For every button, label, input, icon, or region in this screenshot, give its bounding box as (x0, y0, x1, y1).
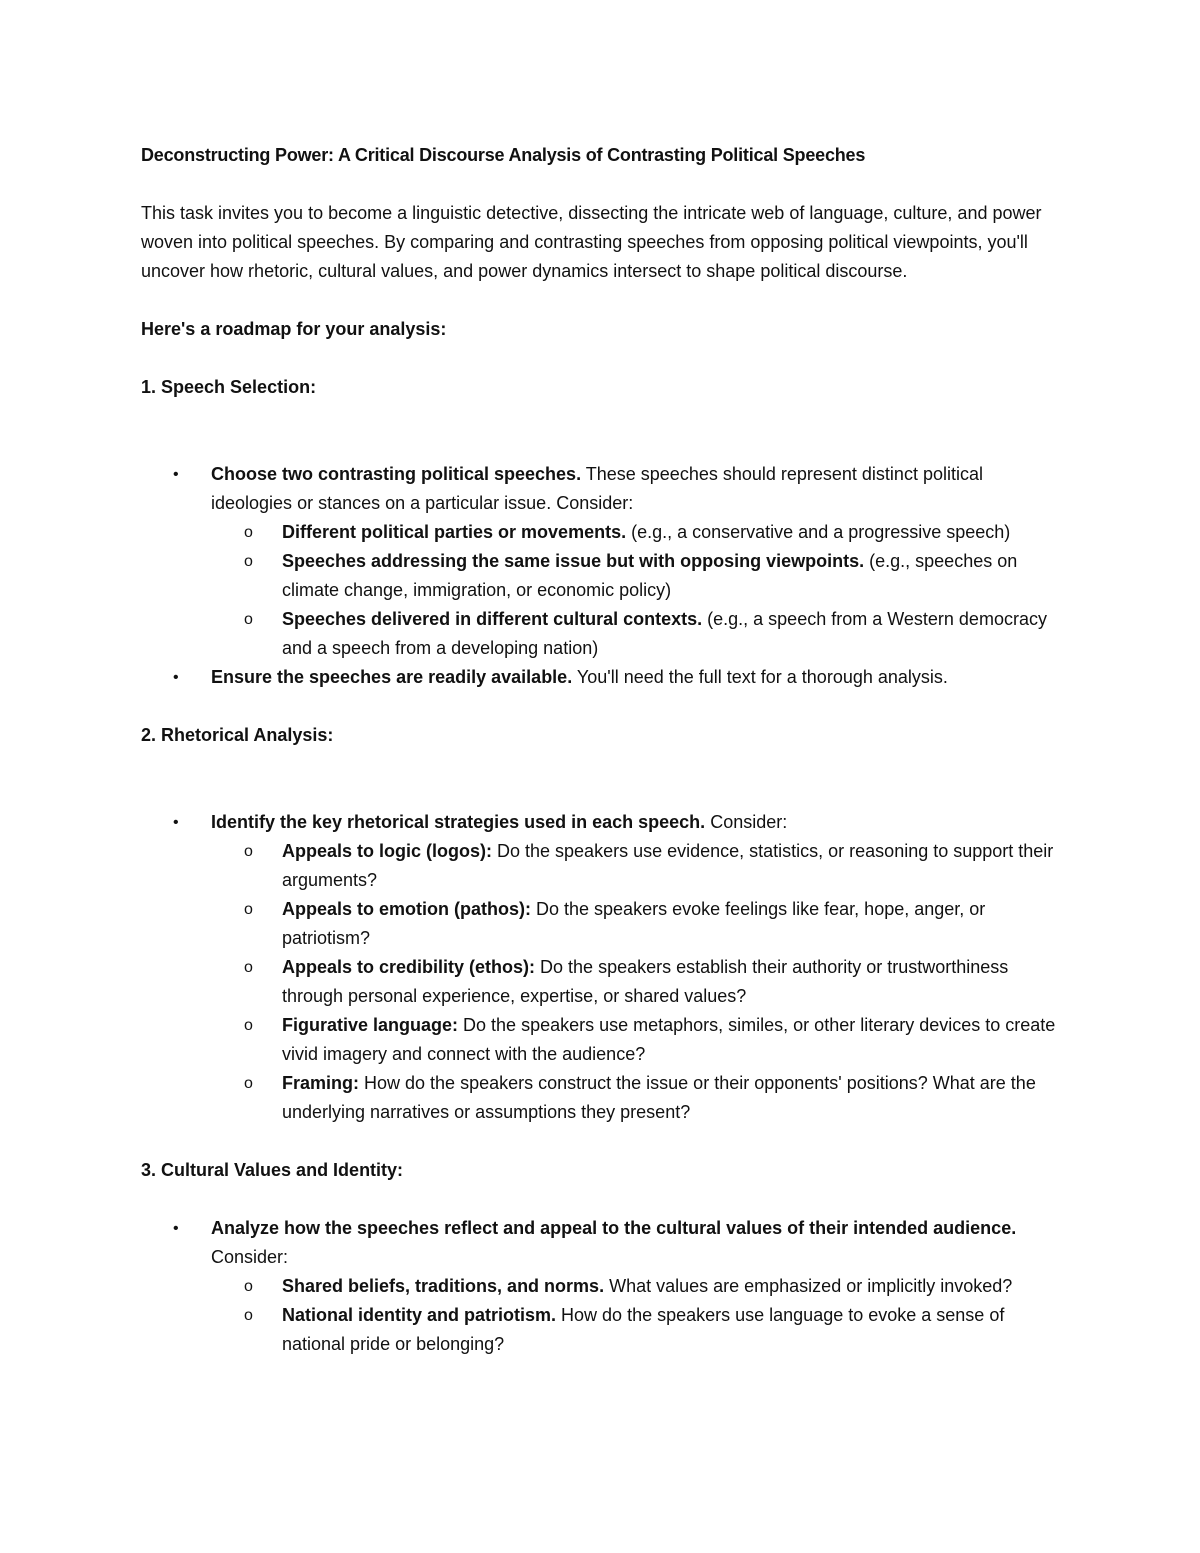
sub-bullet-icon: o (244, 959, 253, 976)
section-list (141, 1214, 1061, 1359)
bullet-icon: • (173, 669, 179, 686)
item-text: Consider: (705, 812, 788, 832)
bullet-icon: • (173, 466, 179, 483)
sub-bullet-icon: o (244, 1307, 253, 1324)
document-page (141, 141, 1061, 1359)
list-item (141, 808, 1061, 1127)
sub-bullet-icon: o (244, 901, 253, 918)
document-title: Deconstructing Power: A Critical Discourse Analysis of Contrasting Political Speeches (141, 145, 866, 165)
item-bold-text: Analyze how the speeches reflect and appeal to the cultural values of their intended audience. (211, 1218, 1017, 1238)
sub-item-text: Do the speakers use metaphors, similes, or other literary devices to create vivid imagery and connect with the audience? (282, 1015, 1056, 1064)
section-spacer (141, 1185, 1061, 1214)
sub-list (211, 837, 1061, 1127)
sub-list-item (210, 837, 1061, 895)
sub-list-item (210, 605, 1061, 663)
list-item (141, 460, 1061, 663)
sub-item-text: What values are emphasized or implicitly invoked? (604, 1276, 1013, 1296)
sub-item-text: How do the speakers use language to evoke a sense of national pride or belonging? (282, 1305, 1005, 1354)
sub-list (211, 1272, 1061, 1359)
sub-bullet-icon: o (244, 1075, 253, 1092)
item-bold-text: Ensure the speeches are readily available. (211, 667, 573, 687)
sub-list-item (210, 1011, 1061, 1069)
sub-bullet-icon: o (244, 843, 253, 860)
sub-item-text: Do the speakers use evidence, statistics, or reasoning to support their arguments? (282, 841, 1054, 890)
item-text: You'll need the full text for a thorough analysis. (572, 667, 948, 687)
sub-item-bold-text: Speeches delivered in different cultural contexts. (282, 609, 703, 629)
sub-list-item (210, 1069, 1061, 1127)
sub-item-text: (e.g., speeches on climate change, immigration, or economic policy) (282, 551, 1018, 600)
sub-item-bold-text: Appeals to logic (logos): (282, 841, 492, 861)
section-heading-speech-selection: 1. Speech Selection: (141, 377, 317, 397)
sub-item-text: How do the speakers construct the issue or their opponents' positions? What are the underlying narratives or assumptions they present? (282, 1073, 1036, 1122)
sub-item-bold-text: Shared beliefs, traditions, and norms. (282, 1276, 605, 1296)
sub-list-item (210, 547, 1061, 605)
item-text: These speeches should represent distinct political ideologies or stances on a particular issue. Consider: (211, 464, 983, 513)
section-heading-rhetorical-analysis: 2. Rhetorical Analysis: (141, 725, 334, 745)
sub-list-item (210, 895, 1061, 953)
roadmap-heading: Here's a roadmap for your analysis: (141, 319, 447, 339)
bullet-icon: • (173, 1220, 179, 1237)
sub-item-text: Do the speakers evoke feelings like fear, hope, anger, or patriotism? (282, 899, 986, 948)
sub-list-item (210, 518, 1061, 547)
sub-item-bold-text: Framing: (282, 1073, 360, 1093)
bullet-icon: • (173, 814, 179, 831)
section-list (141, 808, 1061, 1127)
sub-item-bold-text: Appeals to emotion (pathos): (282, 899, 531, 919)
sub-bullet-icon: o (244, 1278, 253, 1295)
sub-list-item (210, 953, 1061, 1011)
list-item (141, 663, 1061, 692)
sub-item-text: (e.g., a speech from a Western democracy and a speech from a developing nation) (282, 609, 1047, 658)
section-spacer (141, 750, 1061, 808)
sub-item-text: (e.g., a conservative and a progressive speech) (626, 522, 1011, 542)
sub-bullet-icon: o (244, 611, 253, 628)
sub-bullet-icon: o (244, 1017, 253, 1034)
section-list (141, 460, 1061, 692)
item-bold-text: Choose two contrasting political speeches. (211, 464, 582, 484)
sub-list-item (210, 1272, 1061, 1301)
sub-item-text: Do the speakers establish their authority or trustworthiness through personal experience, expertise, or shared values? (282, 957, 1009, 1006)
sub-list (211, 518, 1061, 663)
intro-paragraph: This task invites you to become a linguistic detective, dissecting the intricate web of language, culture, and power woven into political speeches. By comparing and contrasting speeches from opposing political viewpoints, you'll uncover how rhetoric, cultural values, and power dynamics intersect to shape political discourse. (141, 203, 1042, 281)
sub-item-bold-text: Speeches addressing the same issue but with opposing viewpoints. (282, 551, 865, 571)
list-item (141, 1214, 1061, 1359)
sub-list-item (210, 1301, 1061, 1359)
sub-item-bold-text: Figurative language: (282, 1015, 459, 1035)
section-heading-cultural-values: 3. Cultural Values and Identity: (141, 1160, 404, 1180)
sub-bullet-icon: o (244, 524, 253, 541)
sub-bullet-icon: o (244, 553, 253, 570)
sub-item-bold-text: Different political parties or movements. (282, 522, 627, 542)
section-spacer (141, 402, 1061, 460)
item-bold-text: Identify the key rhetorical strategies used in each speech. (211, 812, 706, 832)
item-text: Consider: (211, 1247, 289, 1267)
sub-item-bold-text: Appeals to credibility (ethos): (282, 957, 536, 977)
sub-item-bold-text: National identity and patriotism. (282, 1305, 557, 1325)
